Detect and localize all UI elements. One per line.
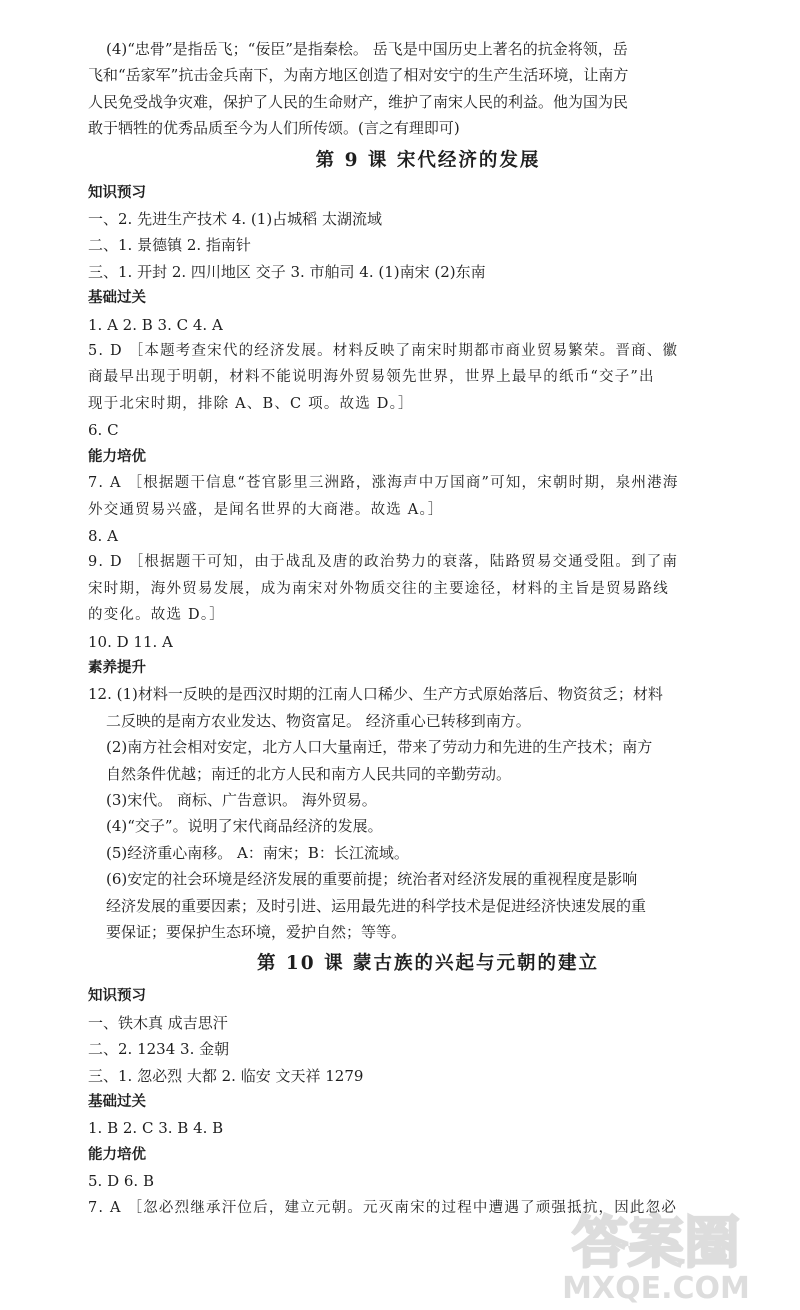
answer-line: 三、1. 忽必烈 大都 2. 临安 文天祥 1279 xyxy=(88,1066,364,1085)
answer-line: 现于北宋时期，排除 A、B、C 项。故选 D。］ xyxy=(88,395,414,412)
answer-line: 8. A xyxy=(88,526,118,545)
answer-line: 三、1. 开封 2. 四川地区 交子 3. 市舶司 4. (1)南宋 (2)东南 xyxy=(88,262,486,281)
lesson-title: 第 10 课 蒙古族的兴起与元朝的建立 xyxy=(256,953,600,975)
answer-line: (2)南方社会相对安定，北方人口大量南迁，带来了劳动力和先进的生产技术；南方 xyxy=(106,738,653,757)
answer-line: 5. D 6. B xyxy=(88,1172,154,1191)
answer-line: 自然条件优越；南迁的北方人民和南方人民共同的辛勤劳动。 xyxy=(106,764,512,783)
answer-line: 飞和“岳家军”抗击金兵南下，为南方地区创造了相对安宁的生产生活环境，让南方 xyxy=(88,66,629,85)
answer-line: 一、铁木真 成吉思汗 xyxy=(88,1013,228,1032)
watermark-graphic xyxy=(536,1194,776,1304)
answer-line: 1. B 2. C 3. B 4. B xyxy=(88,1119,224,1138)
answer-line: (3)宋代。 商标、广告意识。 海外贸易。 xyxy=(106,790,377,809)
watermark-logo xyxy=(536,1194,776,1304)
answer-line: 一、2. 先进生产技术 4. (1)占城稻 太湖流域 xyxy=(88,210,382,229)
answer-line: 的变化。故选 D。］ xyxy=(88,607,225,624)
answer-line: 商最早出现于明朝，材料不能说明海外贸易领先世界，世界上最早的纸币“交子”出 xyxy=(88,369,655,386)
section-heading: 基础过关 xyxy=(88,1094,146,1111)
section-heading: 知识预习 xyxy=(88,184,146,201)
answer-line: 人民免受战争灾难，保护了人民的生命财产，维护了南宋人民的利益。他为国为民 xyxy=(88,92,629,111)
section-heading: 基础过关 xyxy=(88,290,146,307)
watermark-url: MXQE.COM xyxy=(562,1271,750,1304)
answer-line: 宋时期，海外贸易发展，成为南宋对外物质交往的主要途径，材料的主旨是贸易路线 xyxy=(88,580,669,597)
answer-line: 外交通贸易兴盛，是闻名世界的大商港。故选 A。］ xyxy=(88,501,444,518)
answer-line: (4)“交子”。说明了宋代商品经济的发展。 xyxy=(106,817,383,836)
lesson-title: 第 9 课 宋代经济的发展 xyxy=(315,149,541,171)
answer-line: 7. A ［根据题干信息“苍官影里三洲路，涨海声中万国商”可知，宋朝时期，泉州港海 xyxy=(88,475,679,492)
watermark-text: 答案圈 xyxy=(572,1211,740,1276)
answer-line: (4)“忠骨”是指岳飞；“佞臣”是指秦桧。 岳飞是中国历史上著名的抗金将领，岳 xyxy=(106,40,628,58)
answer-line: 二、1. 景德镇 2. 指南针 xyxy=(88,236,251,255)
section-heading: 能力培优 xyxy=(88,448,146,465)
answer-line: 6. C xyxy=(88,421,119,440)
section-heading: 知识预习 xyxy=(88,988,146,1005)
answer-page xyxy=(88,36,768,1221)
answer-line: (6)安定的社会环境是经济发展的重要前提；统治者对经济发展的重视程度是影响 xyxy=(106,870,638,889)
answer-line: 10. D 11. A xyxy=(88,632,173,651)
answer-line: (5)经济重心南移。 A：南宋；B：长江流域。 xyxy=(106,843,409,862)
answer-line: 9. D ［根据题干可知，由于战乱及唐的政治势力的衰落，陆路贸易交通受阻。到了南 xyxy=(88,554,679,571)
answer-line: 5. D ［本题考查宋代的经济发展。材料反映了南宋时期都市商业贸易繁荣。晋商、徽 xyxy=(88,343,679,360)
section-heading: 素养提升 xyxy=(88,659,146,676)
answer-line: 1. A 2. B 3. C 4. A xyxy=(88,315,223,334)
section-heading: 能力培优 xyxy=(88,1146,146,1163)
answer-line: 12. (1)材料一反映的是西汉时期的江南人口稀少、生产方式原始落后、物资贫乏；材料 xyxy=(88,685,663,704)
answer-line: 经济发展的重要因素；及时引进、运用最先进的科学技术是促进经济快速发展的重 xyxy=(106,896,647,915)
answer-line: 要保证；要保护生态环境，爱护自然；等等。 xyxy=(106,923,407,941)
answer-line: 二反映的是南方农业发达、物资富足。 经济重心已转移到南方。 xyxy=(106,711,531,730)
answer-line: 二、2. 1234 3. 金朝 xyxy=(88,1040,230,1059)
answer-line: 敢于牺牲的优秀品质至今为人们所传颂。(言之有理即可) xyxy=(88,119,460,138)
answer-line: 7. A ［忽必烈继承汗位后，建立元朝。元灭南宋的过程中遭遇了顽强抵抗，因此忽必 xyxy=(88,1199,678,1216)
